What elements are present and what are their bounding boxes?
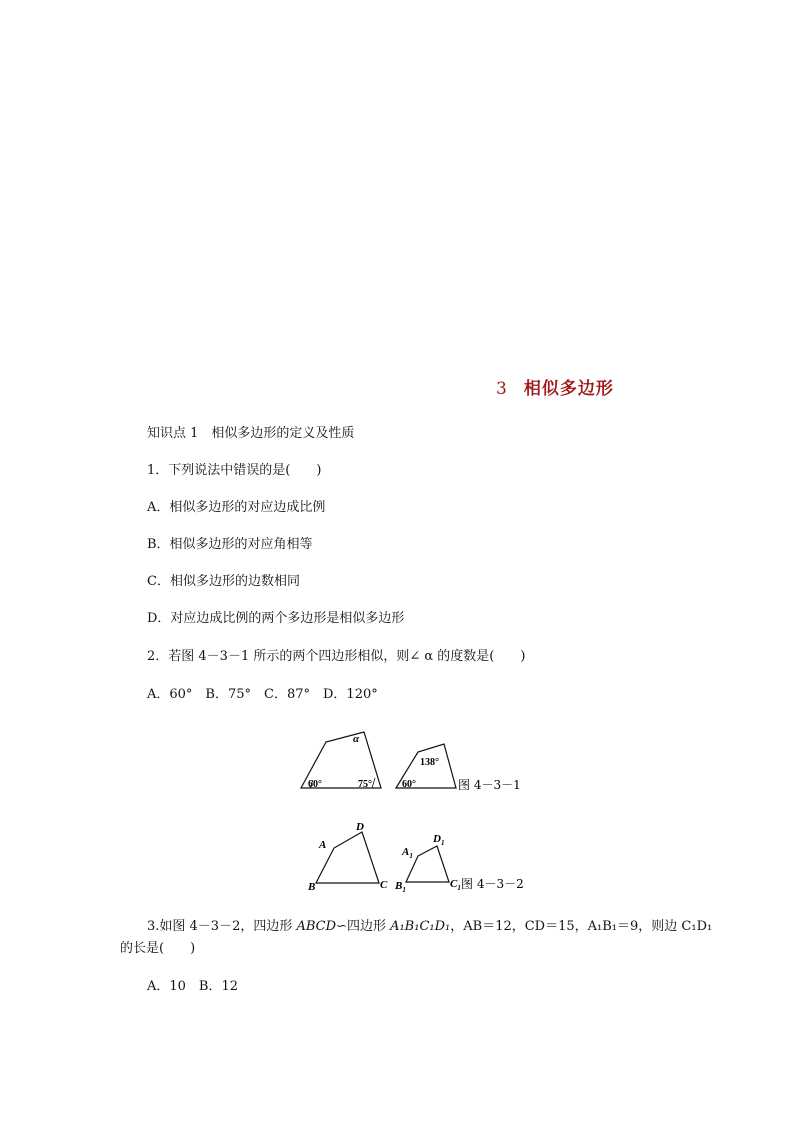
q1-option-d: D．对应边成比例的两个多边形是相似多边形 [147,611,405,626]
title-number: 3 [496,379,508,399]
q1-option-c: C．相似多边形的边数相同 [147,574,300,589]
title-text: 相似多边形 [523,379,614,399]
figure-4-3-2 [306,818,546,898]
right-angle-138: 138° [420,757,439,768]
figure-4-3-1-caption: 图 4－3－1 [458,778,521,792]
alpha-label: α [353,733,360,745]
vertex-a: A [319,839,327,851]
vertex-d1: $D_1$ [433,833,445,847]
q3-a1b1c1d1: A₁B₁C₁D₁ [390,919,451,934]
left-angle-75: 75° [358,779,372,790]
vertex-b1: $B_1$ [395,880,406,894]
left-angle-60: 60° [308,779,322,790]
vertex-a1: $A_1$ [402,846,413,860]
figure-4-3-2-caption: 图 4－3－2 [461,877,524,891]
vertex-d: D [356,821,364,833]
q3-stem-line2: 的长是( ) [120,941,196,956]
figure-4-3-1 [296,726,536,796]
vertex-c1: $C_1$ [450,878,461,892]
q3-stem: 3.如图 4－3－2，四边形 ABCD∽四边形 A₁B₁C₁D₁，AB＝12，CD＝15，A₁B₁＝9，则边 C₁D₁ [147,919,713,934]
q1-stem: 1．下列说法中错误的是( ) [147,463,322,478]
q1-option-b: B．相似多边形的对应角相等 [147,537,313,552]
q1-option-a: A．相似多边形的对应边成比例 [147,500,326,515]
vertex-c: C [380,879,388,891]
vertex-b: B [308,881,316,893]
right-angle-60: 60° [402,779,416,790]
q3-options: A．10 B．12 [147,979,239,994]
figure-4-3-1-svg [296,726,536,796]
figure-4-3-2-svg [306,818,546,898]
section-heading: 知识点 1 相似多边形的定义及性质 [147,426,355,441]
q2-options: A．60° B．75° C．87° D．120° [147,687,378,702]
q2-stem: 2．若图 4－3－1 所示的两个四边形相似，则∠ α 的度数是( ) [147,649,526,664]
q3-abcd: ABCD [296,919,337,934]
page-title [496,374,614,399]
